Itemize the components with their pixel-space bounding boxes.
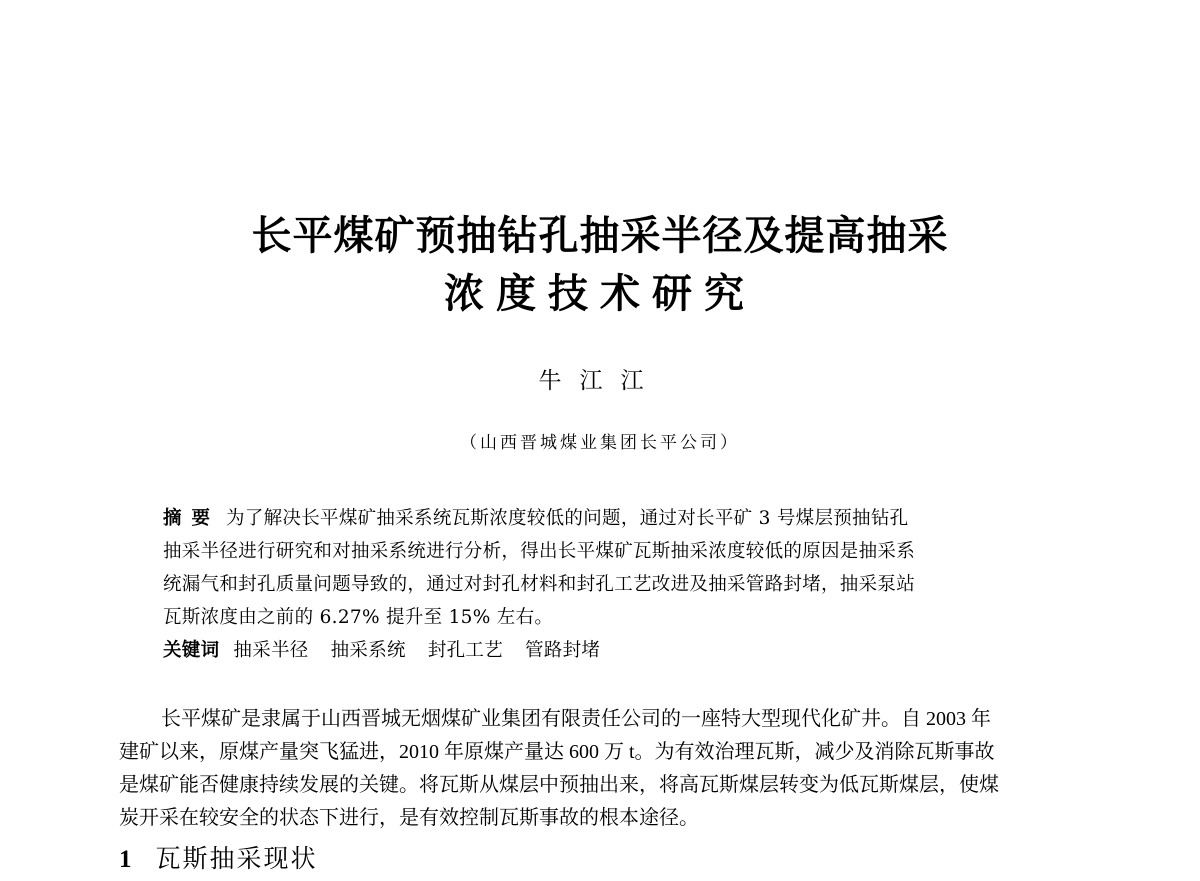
section-number: 1 [119,846,134,873]
keyword: 管路封堵 [525,640,601,661]
abstract-text: 为了解决长平煤矿抽采系统瓦斯浓度较低的问题，通过对长平矿 3 号煤层预抽钻孔 [226,508,909,529]
paper-title-line-1: 长平煤矿预抽钻孔抽采半径及提高抽采 [251,213,949,259]
body-paragraph [119,703,1079,835]
abstract-line [163,601,1043,634]
abstract-block [163,502,1043,667]
abstract-text: 抽采半径进行研究和对抽采系统进行分析，得出长平煤矿瓦斯抽采浓度较低的原因是抽采系 [163,541,916,562]
body-line: 建矿以来，原煤产量突飞猛进，2010 年原煤产量达 600 万 t。为有效治理瓦斯，减少及消除瓦斯事故 [119,741,995,763]
body-line: 是煤矿能否健康持续发展的关键。将瓦斯从煤层中预抽出来，将高瓦斯煤层转变为低瓦斯煤层，使煤 [119,774,999,796]
abstract-label: 摘要 [163,508,221,529]
abstract-line [163,502,1043,535]
keyword: 封孔工艺 [427,640,504,661]
keywords-line [163,634,1043,667]
section-title: 瓦斯抽采现状 [155,844,318,873]
abstract-line [163,535,1043,568]
author-name: 牛江江 [538,368,662,394]
keyword: 抽采系统 [330,640,406,661]
author-affiliation: （山西晋城煤业集团长平公司） [460,433,740,453]
abstract-text: 瓦斯浓度由之前的 6.27% 提升至 15% 左右。 [163,607,554,628]
keywords-label: 关键词 [163,640,220,661]
section-heading [119,842,318,877]
body-line: 长平煤矿是隶属于山西晋城无烟煤矿业集团有限责任公司的一座特大型现代化矿井。自 2003 年 [161,708,991,730]
body-line: 炭开采在较安全的状态下进行，是有效控制瓦斯事故的根本途径。 [119,807,699,829]
abstract-line [163,568,1043,601]
paper-title-line-2: 浓度技术研究 [444,271,756,317]
abstract-text: 统漏气和封孔质量问题导致的，通过对封孔材料和封孔工艺改进及抽采管路封堵，抽采泵站 [163,574,916,595]
keyword: 抽采半径 [233,640,309,661]
